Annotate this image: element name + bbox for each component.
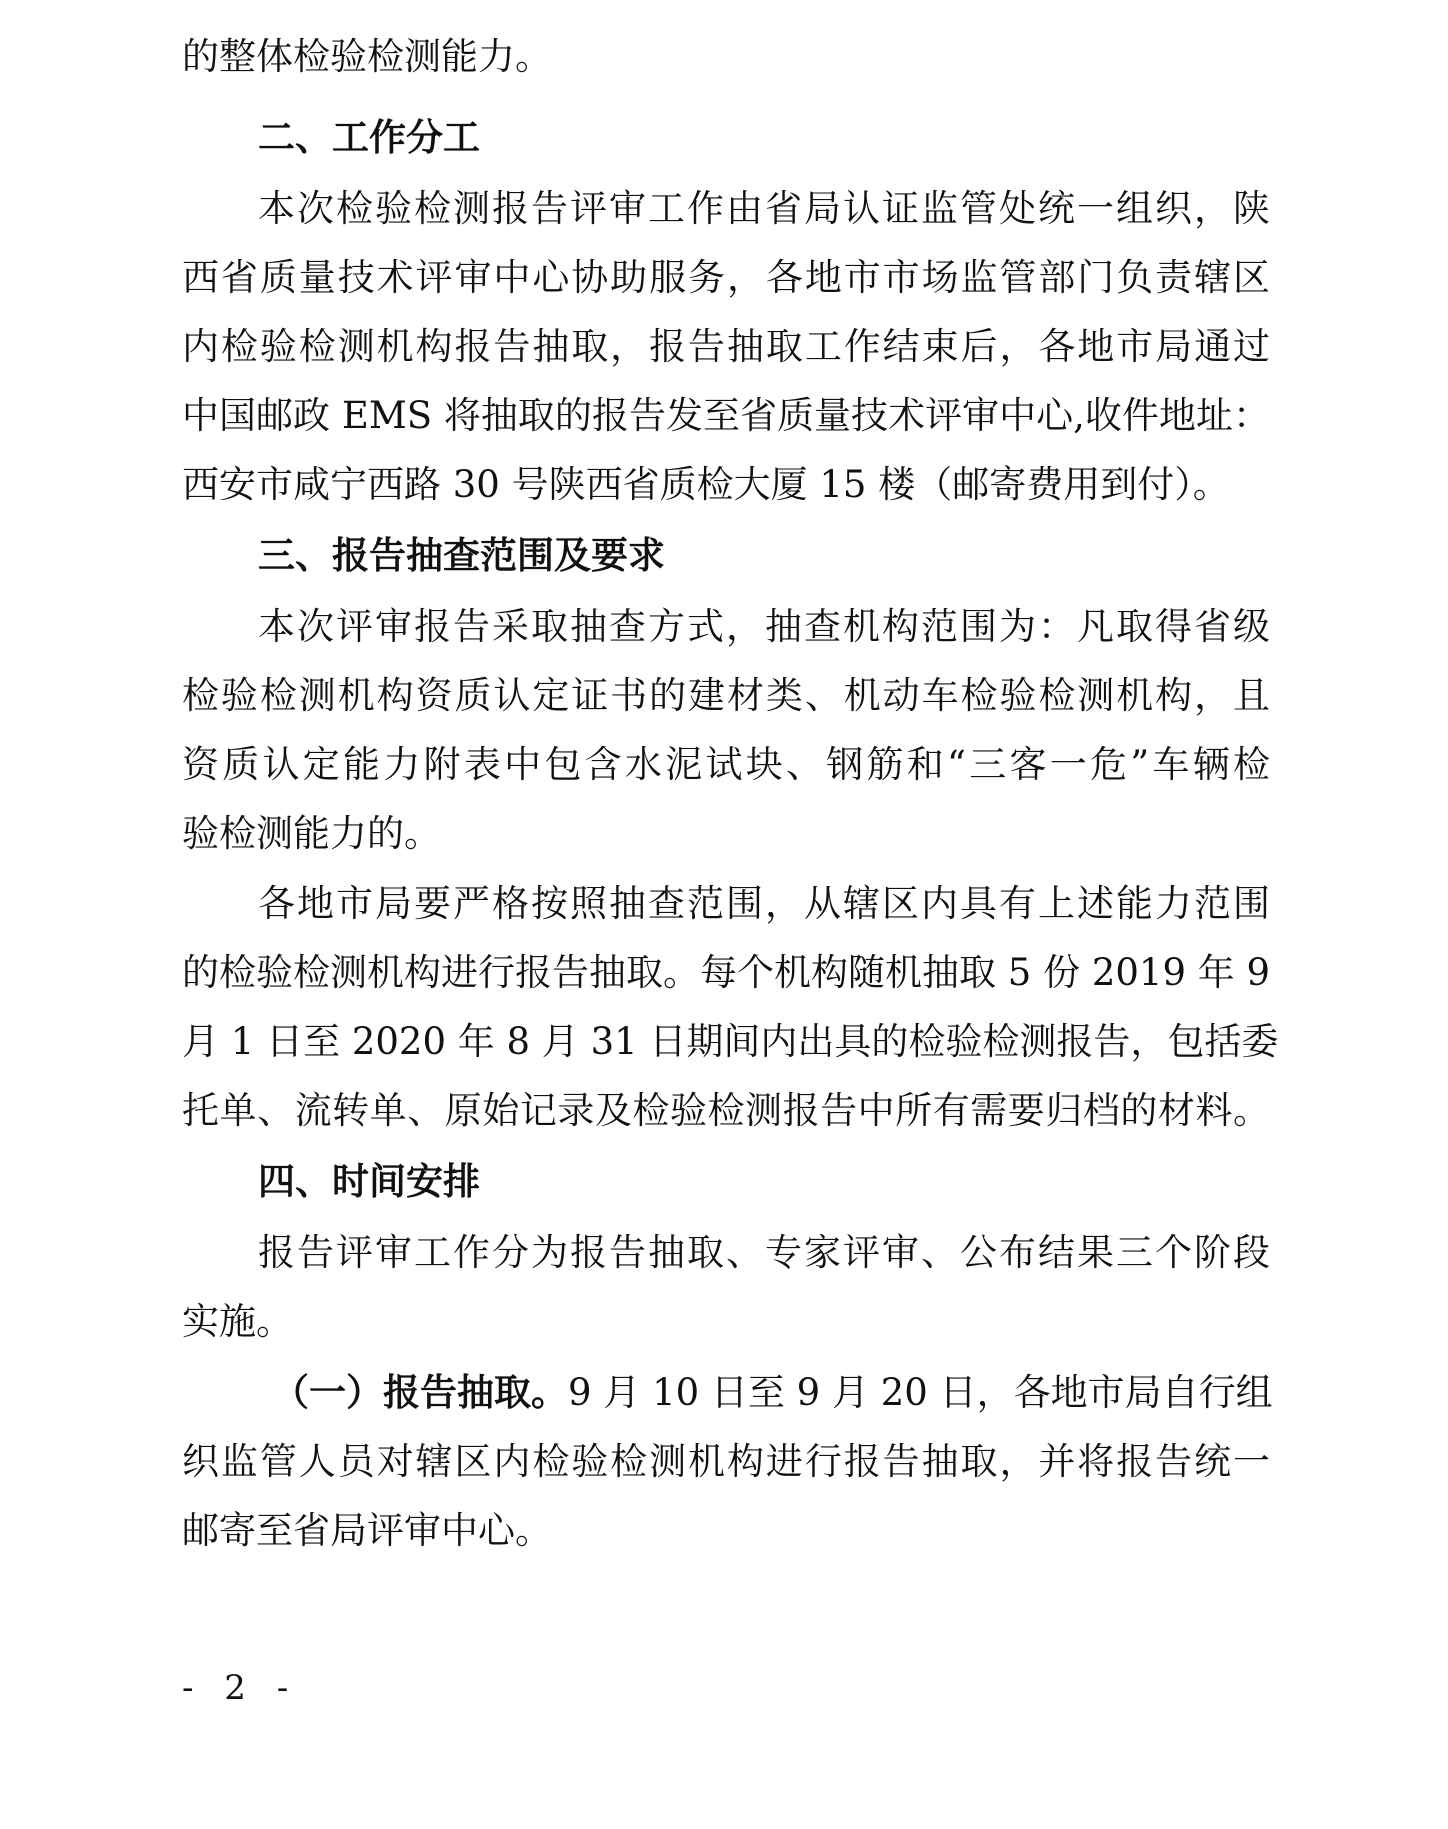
paragraph-line: 的检验检测机构进行报告抽取。每个机构随机抽取 5 份 2019 年 9 bbox=[182, 951, 1271, 994]
section-heading-work-division: 二、工作分工 bbox=[258, 116, 480, 159]
paragraph-line: 西省质量技术评审中心协助服务，各地市市场监管部门负责辖区 bbox=[182, 256, 1270, 299]
paragraph-line: 资质认定能力附表中包含水泥试块、钢筋和“三客一危”车辆检 bbox=[182, 743, 1270, 786]
paragraph-line: 内检验检测机构报告抽取，报告抽取工作结束后，各地市局通过 bbox=[182, 325, 1270, 368]
subheading-report-extraction: （一）报告抽取。 bbox=[272, 1371, 568, 1414]
paragraph-line: 西安市咸宁西路 30 号陕西省质检大厦 15 楼（邮寄费用到付）。 bbox=[182, 463, 1230, 506]
paragraph-line: 实施。 bbox=[182, 1300, 293, 1343]
section-heading-schedule: 四、时间安排 bbox=[258, 1160, 480, 1203]
paragraph-line: 验检测能力的。 bbox=[182, 812, 441, 855]
paragraph-line: 织监管人员对辖区内检验检测机构进行报告抽取，并将报告统一 bbox=[182, 1440, 1270, 1483]
paragraph-line: 月 1 日至 2020 年 8 月 31 日期间内出具的检验检测报告，包括委 bbox=[182, 1020, 1279, 1063]
paragraph-line: 报告评审工作分为报告抽取、专家评审、公布结果三个阶段 bbox=[258, 1231, 1270, 1274]
paragraph-line: 本次检验检测报告评审工作由省局认证监管处统一组织，陕 bbox=[258, 187, 1270, 230]
page-number: - 2 - bbox=[182, 1668, 299, 1708]
paragraph-line: 的整体检验检测能力。 bbox=[182, 35, 552, 78]
paragraph-line: 邮寄至省局评审中心。 bbox=[182, 1509, 552, 1552]
paragraph-line: 各地市局要严格按照抽查范围，从辖区内具有上述能力范围 bbox=[258, 882, 1270, 925]
inline-text: 9 月 10 日至 9 月 20 日，各地市局自行组 bbox=[568, 1371, 1273, 1414]
paragraph-line: 中国邮政 EMS 将抽取的报告发至省质量技术评审中心,收件地址： bbox=[182, 394, 1270, 437]
section-heading-scope: 三、报告抽查范围及要求 bbox=[258, 534, 665, 577]
paragraph-line: 托单、流转单、原始记录及检验检测报告中所有需要归档的材料。 bbox=[182, 1089, 1270, 1132]
paragraph-line: 本次评审报告采取抽查方式，抽查机构范围为：凡取得省级 bbox=[258, 605, 1270, 648]
paragraph-line: 检验检测机构资质认定证书的建材类、机动车检验检测机构，且 bbox=[182, 674, 1270, 717]
paragraph-line-report-extraction bbox=[272, 1371, 1273, 1414]
